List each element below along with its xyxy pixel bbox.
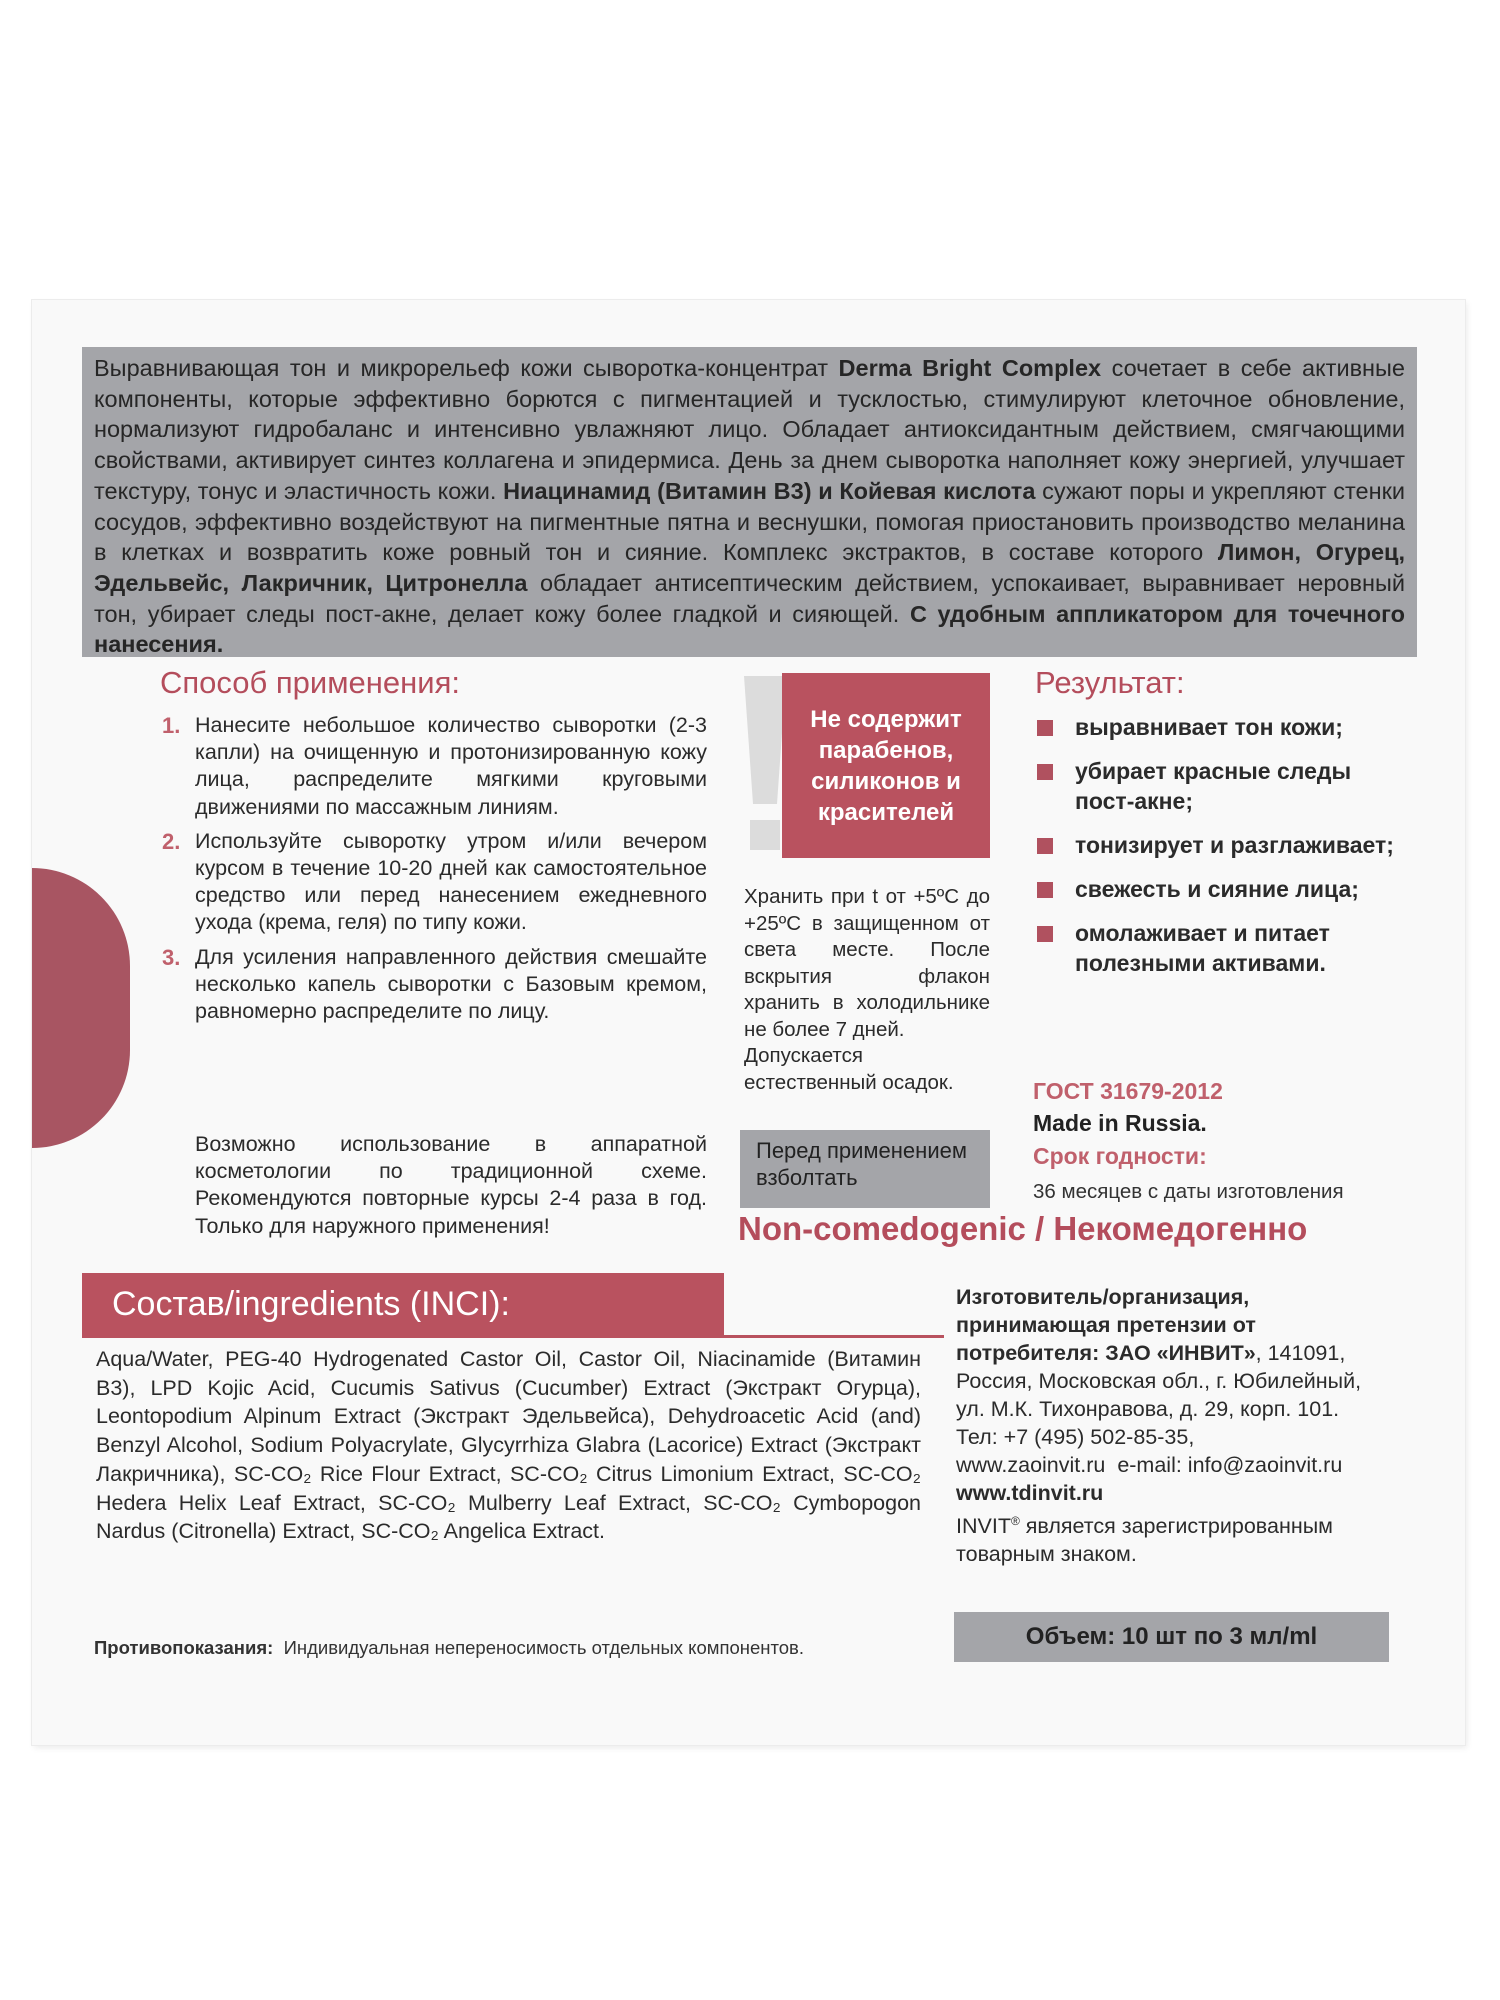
manufacturer-info: Изготовитель/организация, принимающая претензии от потребителя: ЗАО «ИНВИТ», 141091, Россия, Московская обл., г. Юбилейный, ул. М.К. Тихонравова, д. 29, корп. 101. Тел: +7 (495) 502-85-35, www.zaoinvit.ru e-mail: info@zaoinvit.ru www.tdinvit.ru INVIT® является зарегистрированным товарным знаком.: [956, 1285, 1362, 1567]
manufacturer-heading: Изготовитель/организация, принимающая претензии от потребителя: ЗАО «ИНВИТ»: [956, 1285, 1256, 1365]
free-from-badge: Не содержит парабенов, силиконов и красителей: [782, 673, 990, 858]
bullet-square-icon: [1037, 720, 1053, 736]
result-item: омолаживает и питает полезными активами.: [1037, 918, 1397, 978]
usage-step: 1. Нанесите небольшое количество сыворотки (2-3 капли) на очищенную и протонизированную кожу лица, распределите мягкими круговыми движениями по массажным линиям.: [162, 713, 707, 819]
usage-steps: [162, 712, 707, 1032]
usage-title: Способ применения:: [160, 665, 460, 700]
ingredients-title: Состав/ingredients (INCI):: [82, 1273, 724, 1335]
result-item: тонизирует и разглаживает;: [1037, 830, 1397, 860]
usage-step: 2. Используйте сыворотку утром и/или вечером курсом в течение 10-20 дней как самостоятельное средство или перед нанесением ежедневного ухода (крема, геля) по типу кожи.: [162, 828, 707, 935]
results-list: [1037, 712, 1397, 992]
shelf-life-label: Срок годности:: [1033, 1143, 1207, 1169]
brand-name: INVIT: [956, 1514, 1011, 1539]
ingredients-list: Aqua/Water, PEG-40 Hydrogenated Castor Oil, Castor Oil, Niacinamide (Витамин В3), LPD Kojic Acid, Cucumis Sativus (Cucumber) Extract (Экстракт Огурца), Leontopodium Alpinum Extract (Экстракт Эдельвейса), Dehydroacetic Acid (and) Benzyl Alcohol, Sodium Polyacrylate, Glycyrrhiza Glabra (Lacorice) Extract (Экстракт Лакричника), SC-CO₂ Rice Flour Extract, SC-CO₂ Citrus Limonium Extract, SC-CO₂ Hedera Helix Leaf Extract, SC-CO₂ Mulberry Leaf Extract, SC-CO₂ Cymbopogon Nardus (Citronella) Extract, SC-CO₂ Angelica Extract.: [96, 1347, 921, 1544]
bullet-square-icon: [1037, 926, 1053, 942]
results-title: Результат:: [1035, 665, 1185, 700]
result-item: свежесть и сияние лица;: [1037, 874, 1397, 904]
shake-before-use: Перед применением взболтать: [740, 1130, 990, 1208]
result-item: выравнивает тон кожи;: [1037, 712, 1397, 742]
ingredients-divider: [82, 1335, 944, 1338]
made-in: Made in Russia.: [1033, 1110, 1207, 1136]
trade-site: www.tdinvit.ru: [956, 1481, 1104, 1505]
noncomedogenic-label: Non-comedogenic / Некомедогенно: [738, 1210, 1308, 1247]
bullet-square-icon: [1037, 882, 1053, 898]
usage-step: 3. Для усиления направленного действия смешайте несколько капель сыворотки с Базовым кремом, равномерно распределите по лицу.: [162, 944, 707, 1024]
shelf-life-value: 36 месяцев с даты изготовления: [1033, 1180, 1344, 1203]
manufacturer-address: Россия, Московская обл., г. Юбилейный, ул. М.К. Тихонравова, д. 29, корп. 101.: [956, 1369, 1362, 1421]
gost-standard: ГОСТ 31679-2012: [1033, 1078, 1223, 1104]
contraindications: Противопоказания: Индивидуальная непереносимость отдельных компонентов.: [94, 1637, 804, 1658]
sediment-text: Допускается естественный осадок.: [744, 1044, 954, 1094]
result-item: убирает красные следы пост-акне;: [1037, 756, 1397, 816]
manufacturer-email: e-mail: info@zaoinvit.ru: [1117, 1453, 1343, 1477]
manufacturer-phone: Тел: +7 (495) 502-85-35,: [956, 1425, 1195, 1449]
product-description: Выравнивающая тон и микрорельеф кожи сыворотка-концентрат Derma Bright Complex сочетает в себе активные компоненты, которые эффективно борются с пигментацией и тусклостью, стимулируют клеточное обновление, нормализуют гидробаланс и интенсивно увлажняют лицо. Обладает антиоксидантным действием, смягчающими свойствами, активирует синтез коллагена и эпидермиса. День за днем сыворотка наполняет кожу энергией, улучшает текстуру, тонус и эластичность кожи. Ниацинамид (Витамин В3) и Койевая кислота сужают поры и укрепляют стенки сосудов, эффективно воздействуют на пигментные пятна и веснушки, помогая приостановить производство меланина в клетках и возвратить коже ровный тон и сияние. Комплекс экстрактов, в составе которого Лимон, Огурец, Эдельвейс, Лакричник, Цитронелла обладает антисептическим действием, успокаивает, выравнивает неровный тон, убирает следы пост-акне, делает кожу более гладкой и сияющей. С удобным аппликатором для точечного нанесения.: [82, 347, 1417, 657]
usage-note: Возможно использование в аппаратной косметологии по традиционной схеме. Рекомендуются повторные курсы 2-4 раза в год. Только для наружного применения!: [195, 1132, 707, 1238]
manufacturer-site: www.zaoinvit.ru: [956, 1453, 1106, 1477]
storage-text: Хранить при t от +5ºС до +25ºС в защищенном от света месте. После вскрытия флакон хранить в холодильнике не более 7 дней.: [744, 885, 990, 1041]
bullet-square-icon: [1037, 764, 1053, 780]
bullet-square-icon: [1037, 838, 1053, 854]
volume-label: Объем: 10 шт по 3 мл/ml: [954, 1612, 1389, 1662]
storage-info: [744, 884, 990, 1096]
